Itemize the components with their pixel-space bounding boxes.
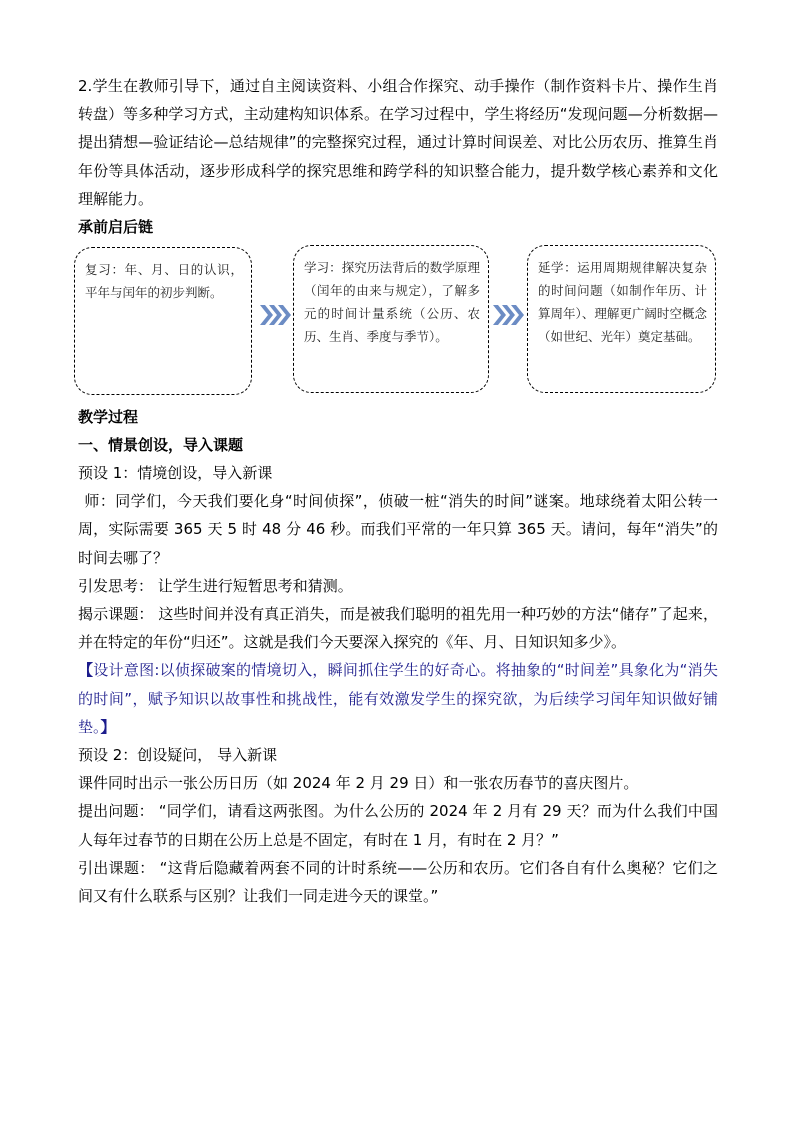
lead-topic: 引出课题： “这背后隐藏着两套不同的计时系统——公历和农历。它们各自有什么奥秘？它们之间又有什么联系与区别？让我们一同走进今天的课堂。” <box>78 858 718 906</box>
teacher-speech <box>78 487 718 572</box>
double-chevron-right-icon <box>491 303 525 327</box>
extend-box: 延学：运用周期规律解决复杂的时间问题（如制作年历、计算周年）、理解更广阔时空概念（如世纪、光年）奠定基础。 <box>527 245 716 393</box>
design-intent-text: 设计意图:以侦探破案的情境切入，瞬间抓住学生的好奇心。将抽象的“时间差”具象化为“消失的时间”，赋予知识以故事性和挑战性，能有效激发学生的探究欲，为后续学习闰年知识做好铺垫。 <box>78 661 718 736</box>
learn-box: 学习：探究历法背后的数学原理（闰年的由来与规定），了解多元的时间计量系统（公历、农历、生肖、季度与季节）。 <box>293 245 489 393</box>
link-heading: 承前启后链 <box>78 218 154 237</box>
reveal-topic: 揭示课题： 这些时间并没有真正消失，而是被我们聪明的祖先用一种巧妙的方法“储存”了起来，并在特定的年份“归还”。这就是我们今天要深入探究的《年、月、日知识知多少》。 <box>78 605 718 652</box>
intro-paragraph: 2.学生在教师引导下，通过自主阅读资料、小组合作探究、动手操作（制作资料卡片、操作生肖转盘）等多种学习方式，主动建构知识体系。在学习过程中，学生将经历“发现问题—分析数据—提出猜想—验证结论—总结规律”的完整探究过程，通过计算时间误差、对比公历农历、推算生肖年份等具体活动，逐步形成科学的探究思维和跨学科的知识整合能力，提升数学核心素养和文化理解能力。 <box>78 77 718 208</box>
preset1-title: 预设 1：情境创设，导入新课 <box>78 464 273 483</box>
double-chevron-right-icon <box>258 303 292 327</box>
design-intent-open: 【 <box>78 661 94 680</box>
learning-chain <box>78 245 718 401</box>
preset2-title: 预设 2：创设疑问， 导入新课 <box>78 746 278 765</box>
section1-heading: 一、情景创设，导入课题 <box>78 436 244 455</box>
teacher-speech-text: 师：同学们，今天我们要化身“时间侦探”，侦破一桩“消失的时间”谜案。地球绕着太阳公转一周，实际需要 365 天 5 时 48 分 46 秒。而我们平常的一年只算 365 天。请问，每年“消失”的时间去哪了？ <box>78 492 718 567</box>
courseware-line: 课件同时出示一张公历日历（如 2024 年 2 月 29 日）和一张农历春节的喜庆图片。 <box>78 774 639 793</box>
document-page <box>78 72 718 910</box>
raise-question: 提出问题： “同学们，请看这两张图。为什么公历的 2024 年 2 月有 29 天？而为什么我们中国人每年过春节的日期在公历上总是不固定，有时在 1 月，有时在 2 月？” <box>78 802 718 849</box>
design-intent-close: 】 <box>100 717 116 736</box>
prompt-thinking: 引发思考： 让学生进行短暂思考和猜测。 <box>78 576 353 595</box>
review-box: 复习：年、月、日的认识，平年与闰年的初步判断。 <box>74 247 252 395</box>
design-intent <box>78 656 718 741</box>
process-heading: 教学过程 <box>78 408 139 427</box>
